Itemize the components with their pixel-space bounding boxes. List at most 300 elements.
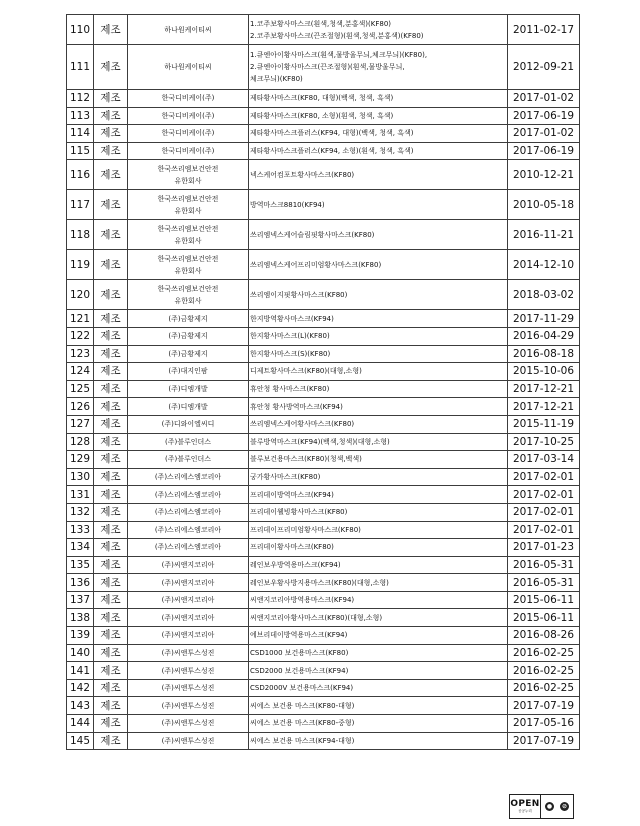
product-name-line: 쓰리엠넥스케어슬림핏황사마스크(KF80) [250,230,375,239]
approval-date-cell [508,220,580,250]
approval-date: 2016-02-25 [512,682,575,695]
business-type-cell [94,380,128,398]
product-name-line: 휴안청 황사마스크(KF80) [250,385,330,394]
business-type: 제조 [100,699,121,712]
approval-date: 2016-04-29 [512,330,575,343]
product-cell [249,591,508,609]
table-row [67,45,580,90]
product-cell [249,732,508,750]
approval-date: 2016-08-18 [512,347,575,360]
business-type: 제조 [100,109,121,122]
company-cell [128,15,249,45]
business-type-cell [94,539,128,557]
company-name-line: 한국쓰리엠보건안전 [157,194,219,203]
product-name-line: 블루방역마스크(KF94)(백색,청색)(대형,소형) [250,437,390,446]
row-number: 120 [69,288,91,301]
business-type-cell [94,556,128,574]
approval-date: 2017-07-19 [512,699,575,712]
row-number-cell [67,715,94,733]
business-type-cell [94,90,128,108]
product-name-line: 쓰리엠넥스케어프리미엄황사마스크(KF80) [250,260,382,269]
business-type: 제조 [100,506,121,519]
product-name-line: 휴안청 황사방역마스크(KF94) [250,402,343,411]
business-type: 제조 [100,523,121,536]
open-sub: 공공누리 [518,809,532,813]
table-row [67,662,580,680]
product-name-line: 궁가황사마스크(KF80) [250,473,321,482]
row-number-cell [67,310,94,328]
table-row [67,160,580,190]
product-name-line: 1.코주보황사마스크(흰색,청색,분홍색)(KF80) [250,19,392,28]
business-type: 제조 [100,258,121,271]
table-row [67,280,580,310]
row-number-cell [67,15,94,45]
license-conditions [541,795,573,818]
product-cell [249,327,508,345]
business-type: 제조 [100,453,121,466]
table-row [67,107,580,125]
company-name-line: (주)디엠개발 [168,402,208,411]
row-number: 139 [69,629,91,642]
company-cell [128,732,249,750]
product-cell [249,451,508,469]
business-type-cell [94,250,128,280]
approval-date-cell [508,662,580,680]
company-cell [128,521,249,539]
company-cell [128,574,249,592]
business-type-cell [94,142,128,160]
product-name-line: 에브리데이방역용마스크(KF94) [250,631,348,640]
company-cell [128,715,249,733]
company-name-line: 한국디비케이(주) [161,129,215,138]
approval-date: 2015-06-11 [512,594,575,607]
approval-date-cell [508,539,580,557]
row-number: 127 [69,418,91,431]
business-type: 제조 [100,92,121,105]
table-row [67,90,580,108]
table-row [67,380,580,398]
business-type: 제조 [100,734,121,747]
approval-date: 2016-05-31 [512,576,575,589]
approval-date-cell [508,380,580,398]
approval-date: 2012-09-21 [512,61,575,73]
table-row [67,220,580,250]
row-number-cell [67,609,94,627]
table-body [67,15,580,750]
business-type-cell [94,486,128,504]
product-name-line: 제타황사마스크(KF80, 대형)(백색, 청색, 흑색) [250,94,394,103]
product-name-line: 넥스케어컴포트황사마스크(KF80) [250,170,355,179]
row-number-cell [67,345,94,363]
approval-date-cell [508,451,580,469]
business-type-cell [94,345,128,363]
business-type-cell [94,662,128,680]
company-cell [128,609,249,627]
business-type-cell [94,451,128,469]
row-number: 117 [69,198,91,211]
company-cell [128,451,249,469]
approval-date: 2017-07-19 [512,734,575,747]
table-row [67,715,580,733]
business-type-cell [94,15,128,45]
product-name-line: 2.큐엔아이황사마스크(끈조절형)(흰색,물방울무늬, [250,63,405,71]
approval-date-cell [508,609,580,627]
company-name-line: (주)씨앤지코리아 [161,631,215,640]
product-cell [249,380,508,398]
approval-date-cell [508,363,580,381]
approval-date-cell [508,160,580,190]
product-cell [249,125,508,143]
table-row [67,310,580,328]
row-number-cell [67,142,94,160]
approval-date-cell [508,556,580,574]
approval-date-cell [508,503,580,521]
row-number-cell [67,468,94,486]
table-row [67,142,580,160]
product-cell [249,627,508,645]
company-cell [128,190,249,220]
product-name-line: CSD2000V 보건용마스크(KF94) [250,684,354,693]
business-type: 제조 [100,471,121,484]
approval-date-cell [508,433,580,451]
company-cell [128,627,249,645]
business-type-cell [94,280,128,310]
business-type-cell [94,679,128,697]
row-number: 134 [69,541,91,554]
row-number: 143 [69,699,91,712]
approval-date-cell [508,644,580,662]
row-number: 125 [69,383,91,396]
company-name-line: 하나원케이티씨 [164,63,212,71]
row-number: 119 [69,258,91,271]
company-cell [128,644,249,662]
product-cell [249,398,508,416]
product-name-line: 씨에스 보건용 마스크(KF80-중형) [250,719,355,728]
business-type: 제조 [100,198,121,211]
row-number-cell [67,521,94,539]
business-type: 제조 [100,646,121,659]
company-name-line: (주)스리에스엠코리아 [154,473,222,482]
company-cell [128,433,249,451]
product-name-line: CSD2000 보건용마스크(KF94) [250,666,349,675]
row-number: 112 [69,92,91,105]
table-row [67,732,580,750]
table-row [67,503,580,521]
product-cell [249,521,508,539]
product-name-line: 쓰리엠넥스케어황사마스크(KF80) [250,420,355,429]
company-name-line: 유한회사 [174,296,202,305]
row-number-cell [67,190,94,220]
business-type-cell [94,503,128,521]
approval-date: 2015-06-11 [512,611,575,624]
approval-date: 2017-02-01 [512,523,575,536]
row-number-cell [67,486,94,504]
approval-date-cell [508,398,580,416]
table-row [67,627,580,645]
row-number-cell [67,697,94,715]
company-name-line: (주)씨앤투스성진 [161,719,215,728]
product-name-line: 레인보우황사방지용마스크(KF80)(대형,소형) [250,578,389,587]
company-name-line: 한국쓰리엠보건안전 [157,284,219,293]
business-type: 제조 [100,23,121,36]
approval-date-cell [508,310,580,328]
row-number: 136 [69,576,91,589]
company-cell [128,697,249,715]
product-name-line: 체크무늬)(KF80) [250,75,303,83]
business-type-cell [94,415,128,433]
approval-date: 2010-05-18 [512,198,575,211]
approval-date: 2016-08-26 [512,629,575,642]
approval-date-cell [508,679,580,697]
row-number-cell [67,679,94,697]
company-cell [128,486,249,504]
table-row [67,591,580,609]
business-type: 제조 [100,145,121,158]
company-cell [128,45,249,90]
product-cell [249,679,508,697]
approval-date-cell [508,280,580,310]
business-type-cell [94,732,128,750]
business-type: 제조 [100,288,121,301]
product-cell [249,220,508,250]
business-type: 제조 [100,682,121,695]
business-type: 제조 [100,541,121,554]
product-name-line: 2.코주보황사마스크(끈조절형)(흰색,청색,분홍색)(KF80) [250,31,424,40]
business-type: 제조 [100,383,121,396]
row-number: 132 [69,506,91,519]
approval-date: 2016-11-21 [512,228,575,241]
product-name-line: 씨앤지코리아황사마스크(KF80)(대형,소형) [250,613,383,622]
table-row [67,574,580,592]
table-row [67,363,580,381]
product-cell [249,556,508,574]
company-cell [128,107,249,125]
product-name-line: 프리데이웰빙황사마스크(KF80) [250,508,348,517]
row-number-cell [67,160,94,190]
approval-date: 2017-06-19 [512,109,575,122]
approval-date-cell [508,468,580,486]
company-cell [128,380,249,398]
table-row [67,190,580,220]
product-cell [249,160,508,190]
company-name-line: (주)블루인더스 [164,455,212,464]
company-cell [128,415,249,433]
company-name-line: (주)스리에스엠코리아 [154,490,222,499]
approval-date: 2016-02-25 [512,664,575,677]
row-number-cell [67,627,94,645]
noncommercial-icon: ⊘ [561,803,568,810]
business-type-cell [94,627,128,645]
business-type-cell [94,310,128,328]
row-number: 126 [69,400,91,413]
table-row [67,556,580,574]
row-number-cell [67,327,94,345]
row-number: 128 [69,435,91,448]
row-number: 142 [69,682,91,695]
open-word: OPEN [510,799,540,809]
approval-date: 2016-02-25 [512,646,575,659]
row-number: 145 [69,734,91,747]
company-cell [128,539,249,557]
product-cell [249,415,508,433]
row-number-cell [67,380,94,398]
company-cell [128,468,249,486]
product-cell [249,142,508,160]
table-row [67,433,580,451]
business-type: 제조 [100,127,121,140]
business-type-cell [94,190,128,220]
business-type-cell [94,433,128,451]
row-number-cell [67,503,94,521]
table-row [67,345,580,363]
business-type-cell [94,398,128,416]
product-cell [249,697,508,715]
business-type: 제조 [100,488,121,501]
company-name-line: 유한회사 [174,206,202,215]
business-type: 제조 [100,347,121,360]
business-type-cell [94,327,128,345]
row-number: 138 [69,611,91,624]
approval-date-cell [508,107,580,125]
product-name-line: CSD1000 보건용마스크(KF80) [250,648,349,657]
company-name-line: (주)씨앤투스성진 [161,736,215,745]
business-type-cell [94,715,128,733]
row-number: 115 [69,145,91,158]
product-cell [249,15,508,45]
company-name-line: 유한회사 [174,266,202,275]
company-cell [128,280,249,310]
product-name-line: 한지황사마스크(L)(KF80) [250,332,330,341]
product-cell [249,468,508,486]
approval-date-cell [508,574,580,592]
row-number-cell [67,45,94,90]
row-number: 113 [69,109,91,122]
approval-date: 2014-12-10 [512,258,575,271]
row-number-cell [67,280,94,310]
approval-date: 2017-06-19 [512,145,575,158]
approval-date: 2017-12-21 [512,400,575,413]
product-cell [249,107,508,125]
row-number: 141 [69,664,91,677]
approval-date: 2017-11-29 [512,312,575,325]
approval-date-cell [508,142,580,160]
product-name-line: 씨에스 보건용 마스크(KF94-대형) [250,736,355,745]
company-name-line: (주)씨앤투스성진 [161,684,215,693]
company-cell [128,345,249,363]
row-number: 137 [69,594,91,607]
product-name-line: 제타황사마스크(KF80, 소형)(흰색, 청색, 흑색) [250,111,394,120]
business-type-cell [94,591,128,609]
row-number-cell [67,363,94,381]
row-number: 140 [69,646,91,659]
product-name-line: 프리데이프리미엄황사마스크(KF80) [250,525,361,534]
company-cell [128,679,249,697]
row-number-cell [67,539,94,557]
business-type-cell [94,45,128,90]
attribution-icon: ● [546,803,553,810]
product-name-line: 제타황사마스크플러스(KF94, 대형)(백색, 청색, 흑색) [250,129,414,138]
approval-date: 2010-12-21 [512,168,575,181]
approval-date-cell [508,15,580,45]
business-type-cell [94,125,128,143]
approval-date-cell [508,591,580,609]
company-name-line: (주)금황제지 [168,332,208,341]
business-type: 제조 [100,594,121,607]
table-row [67,327,580,345]
row-number: 144 [69,717,91,730]
table-row [67,644,580,662]
table-row [67,125,580,143]
row-number-cell [67,220,94,250]
business-type: 제조 [100,664,121,677]
company-cell [128,220,249,250]
row-number-cell [67,415,94,433]
company-name-line: 한국디비케이(주) [161,94,215,103]
table-row [67,679,580,697]
table-row [67,250,580,280]
row-number-cell [67,125,94,143]
approval-date-cell [508,732,580,750]
table-row [67,539,580,557]
approval-date: 2017-03-14 [512,453,575,466]
table-row [67,415,580,433]
table-row [67,15,580,45]
row-number-cell [67,574,94,592]
product-name-line: 씨앤지코리아방역용마스크(KF94) [250,596,355,605]
business-type-cell [94,363,128,381]
company-cell [128,90,249,108]
approval-date-cell [508,45,580,90]
company-name-line: 하나원케이티씨 [164,25,212,34]
row-number: 123 [69,347,91,360]
business-type: 제조 [100,365,121,378]
business-type: 제조 [100,558,121,571]
business-type: 제조 [100,330,121,343]
company-name-line: (주)스리에스엠코리아 [154,508,222,517]
approval-date-cell [508,190,580,220]
company-cell [128,503,249,521]
business-type: 제조 [100,61,121,73]
business-type-cell [94,468,128,486]
product-cell [249,45,508,90]
row-number-cell [67,556,94,574]
row-number: 114 [69,127,91,140]
company-cell [128,142,249,160]
company-cell [128,591,249,609]
product-name-line: 1.큐엔아이황사마스크(흰색,물방울무늬,체크무늬)(KF80), [250,51,428,59]
approval-date-cell [508,250,580,280]
company-cell [128,250,249,280]
table-row [67,451,580,469]
row-number: 129 [69,453,91,466]
approval-date: 2011-02-17 [512,23,575,36]
company-name-line: 한국디비케이(주) [161,111,215,120]
row-number: 111 [69,61,91,73]
product-name-line: 프리데이황사마스크(KF80) [250,543,334,552]
company-cell [128,363,249,381]
row-number-cell [67,90,94,108]
approval-date: 2017-02-01 [512,506,575,519]
product-cell [249,715,508,733]
product-cell [249,486,508,504]
row-number-cell [67,398,94,416]
approval-date: 2017-02-01 [512,471,575,484]
approval-date-cell [508,521,580,539]
business-type-cell [94,574,128,592]
table-row [67,697,580,715]
table-row [67,398,580,416]
row-number: 135 [69,558,91,571]
